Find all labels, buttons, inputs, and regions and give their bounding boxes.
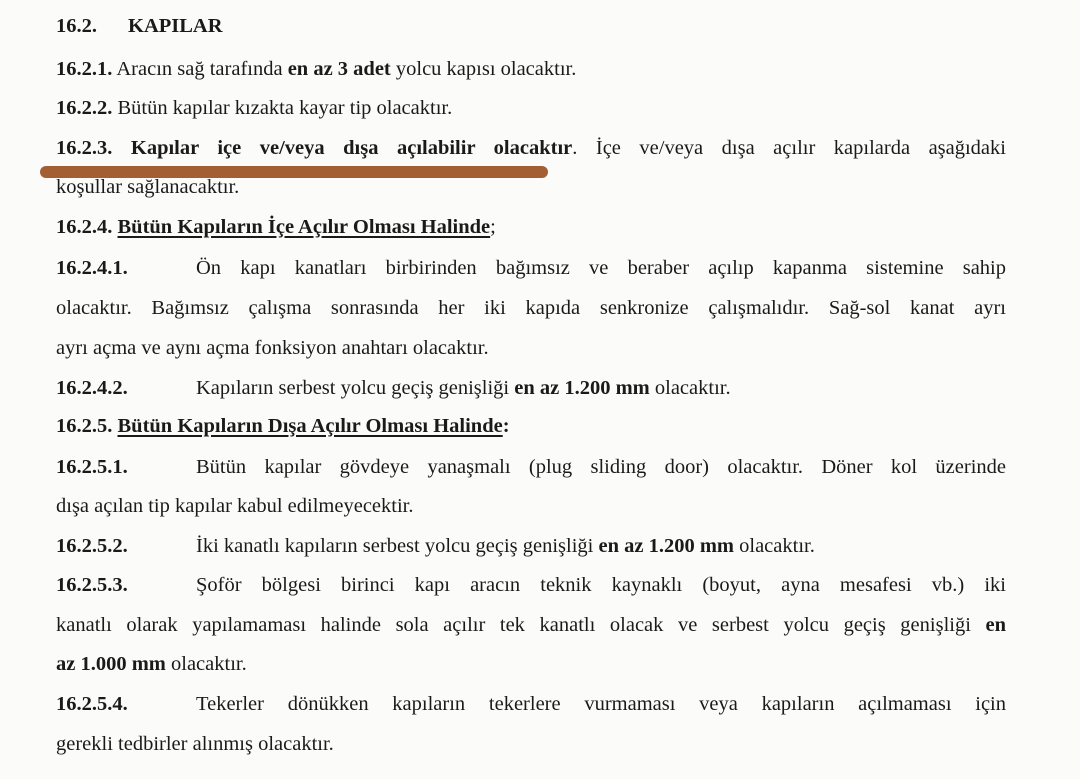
section-heading xyxy=(56,14,223,38)
item-16-2-4-1-line3: ayrı açma ve aynı açma fonksiyon anahtarı olacaktır. xyxy=(56,337,489,359)
item-16-2-5-4-line2: gerekli tedbirler alınmış olacaktır. xyxy=(56,733,334,755)
item-16-2-4-2: 16.2.4.2. Kapıların serbest yolcu geçiş genişliği en az 1.200 mm olacaktır. xyxy=(56,377,731,399)
item-16-2-4-heading: 16.2.4. Bütün Kapıların İçe Açılır Olması Halinde; xyxy=(56,216,496,238)
section-title: KAPILAR xyxy=(128,15,223,37)
section-number: 16.2. xyxy=(56,15,97,37)
item-16-2-5-3-line2: kanatlı olarak yapılamaması halinde sola açılır tek kanatlı olacak ve serbest yolcu geçiş genişliği en xyxy=(56,614,1006,636)
item-16-2-5-1: 16.2.5.1. Bütün kapılar gövdeye yanaşmalı (plug sliding door) olacaktır. Döner kol üzerinde xyxy=(56,456,1006,478)
item-16-2-5-3-line3: az 1.000 mm olacaktır. xyxy=(56,653,247,675)
item-16-2-5-2: 16.2.5.2. İki kanatlı kapıların serbest yolcu geçiş genişliği en az 1.200 mm olacaktır. xyxy=(56,535,815,557)
item-16-2-2: 16.2.2. Bütün kapılar kızakta kayar tip olacaktır. xyxy=(56,97,453,119)
item-16-2-5-3: 16.2.5.3. Şoför bölgesi birinci kapı aracın teknik kaynaklı (boyut, ayna mesafesi vb.) iki xyxy=(56,574,1006,596)
item-16-2-4-1: 16.2.4.1. Ön kapı kanatları birbirinden bağımsız ve beraber açılıp kapanma sistemine sahip xyxy=(56,257,1006,279)
item-16-2-3: 16.2.3. Kapılar içe ve/veya dışa açılabilir olacaktır. İçe ve/veya dışa açılır kapılarda aşağıdaki xyxy=(56,137,1006,159)
item-16-2-5-1-line2: dışa açılan tip kapılar kabul edilmeyecektir. xyxy=(56,495,414,517)
item-16-2-4-1-line2: olacaktır. Bağımsız çalışma sonrasında her iki kapıda senkronize çalışmalıdır. Sağ-sol kanat ayrı xyxy=(56,297,1006,319)
item-16-2-5-heading: 16.2.5. Bütün Kapıların Dışa Açılır Olması Halinde: xyxy=(56,415,510,437)
item-16-2-5-4: 16.2.5.4. Tekerler dönükken kapıların tekerlere vurmaması veya kapıların açılmaması için xyxy=(56,693,1006,715)
item-16-2-3-cont: koşullar sağlanacaktır. xyxy=(56,176,240,198)
item-16-2-1: 16.2.1. Aracın sağ tarafında en az 3 adet yolcu kapısı olacaktır. xyxy=(56,58,577,80)
